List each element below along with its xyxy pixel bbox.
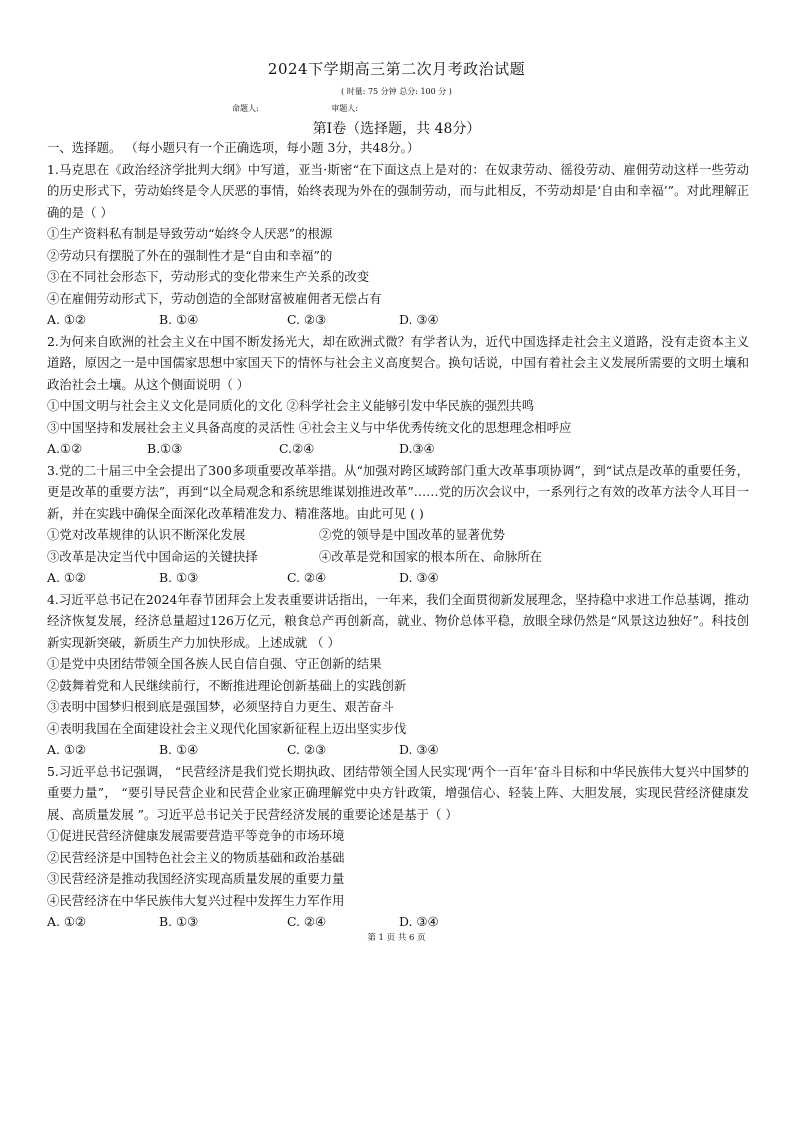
question-5-statement-2: ②民营经济是中国特色社会主义的物质基础和政治基础 [47, 849, 345, 865]
author-label: 命题人: [232, 104, 259, 113]
question-4-statement-2: ②鼓舞着党和人民继续前行，不断推进理论创新基础上的实践创新 [47, 677, 407, 693]
question-3-statements-row-2 [47, 546, 749, 568]
question-1-statement-4: ④在雇佣劳动形式下，劳动创造的全部财富被雇佣者无偿占有 [47, 290, 382, 306]
question-3-statement-2: ②党的领导是中国改革的显著优势 [319, 527, 505, 542]
question-3-statement-4: ④改革是党和国家的根本所在、命脉所在 [319, 548, 543, 564]
question-5-option-d: D. ③④ [399, 914, 439, 929]
question-3-statements-row-1 [47, 524, 749, 546]
question-5-options [47, 911, 749, 933]
question-1-statement-1: ①生产资料私有制是导致劳动“始终令人厌恶”的根源 [47, 226, 333, 241]
question-5-option-b: B. ①③ [159, 914, 199, 929]
question-5-statement-4: ④民营经济在中华民族伟大复兴过程中发挥生力军作用 [47, 892, 345, 908]
question-1-statement-2: ②劳动只有摆脱了外在的强制性才是“自由和幸福”的 [47, 247, 333, 263]
question-4-option-a: A. ①② [47, 742, 87, 757]
question-2-stem: 2.为何来自欧洲的社会主义在中国不断发扬光大，却在欧洲式微？有学者认为，近代中国选择走社会主义道路，没有走资本主义道路，原因之一是中国儒家思想中家国天下的情怀与社会主义高度契合。换句话说，中国有着社会主义发展所需要的文明土壤和政治社会土壤。从这个侧面说明（ ） [47, 333, 749, 392]
question-4-statement-1: ①是党中央团结带领全国各族人民自信自强、守正创新的结果 [47, 656, 382, 671]
question-3-option-c: C. ②④ [287, 570, 327, 585]
question-2-statements-1-2: ①中国文明与社会主义文化是同质化的文化 ②科学社会主义能够引发中华民族的强烈共鸣 [47, 398, 535, 413]
question-1-option-a: A. ①② [47, 312, 87, 327]
question-5-option-a: A. ①② [47, 914, 87, 929]
question-1-options [47, 309, 749, 331]
question-1-statement-3: ③在不同社会形态下，劳动形式的变化带来生产关系的改变 [47, 269, 370, 284]
question-3-option-b: B. ①③ [159, 570, 199, 585]
question-1-stem: 1.马克思在《政治经济学批判大纲》中写道，亚当·斯密“在下面这点上是对的：在奴隶劳动、徭役劳动、雇佣劳动这样一些劳动的历史形式下，劳动始终是令人厌恶的事情，始终表现为外在的强制劳动，而与此相反，不劳动却是‘自由和幸福’”。对此理解正确的是（ ） [47, 161, 749, 220]
question-3-option-a: A. ①② [47, 570, 87, 585]
questions-body [47, 137, 749, 933]
question-2-statements-3-4: ③中国坚持和发展社会主义具备高度的灵活性 ④社会主义与中华优秀传统文化的思想理念相呼应 [47, 419, 572, 435]
question-2-options [47, 438, 749, 460]
question-3-options [47, 567, 749, 589]
question-1-option-d: D. ③④ [399, 312, 439, 327]
question-5-statement-3: ③民营经济是推动我国经济实现高质量发展的重要力量 [47, 871, 345, 886]
question-5-option-c: C. ②④ [287, 914, 327, 929]
question-4-option-c: C. ②③ [287, 742, 327, 757]
question-3-option-d: D. ③④ [399, 570, 439, 585]
question-3-statement-3: ③改革是决定当代中国命运的关键抉择 [47, 548, 258, 564]
question-4-options [47, 739, 749, 761]
question-2-option-a: A.①② [47, 441, 83, 456]
question-2-option-d: D.③④ [399, 441, 435, 456]
question-2-option-b: B.①③ [147, 441, 183, 456]
question-3-stem: 3.党的二十届三中全会提出了300多项重要改革举措。从“加强对跨区域跨部门重大改革事项协调”，到“试点是改革的重要任务，更是改革的重要方法”，再到“以全局观念和系统思维谋划推进改革”……党的历次会议中，一系列行之有效的改革方法令人耳目一新，并在实践中确保全面深化改革精准发力、精准落地。由此可见 ( ) [47, 462, 749, 521]
question-5-stem: 5.习近平总书记强调， “民营经济是我们党长期执政、团结带领全国人民实现‘两个一百年’奋斗目标和中华民族伟大复兴中国梦的重要力量”， “要引导民营企业和民营企业家正确理解党中央方针政策，增强信心、轻装上阵、大胆发展，实现民营经济健康发展、高质量发展 ”。习近平总书记关于民营经济发展的重要论述是基于（ ） [47, 763, 749, 822]
exam-title: 2024下学期高三第二次月考政治试题 [267, 60, 526, 78]
page-footer: 第 1 页 共 6 页 [367, 933, 426, 943]
question-4-option-b: B. ①④ [159, 742, 199, 757]
question-4-statement-4: ④表明我国在全面建设社会主义现代化国家新征程上迈出坚实步伐 [47, 720, 407, 736]
question-1-option-b: B. ①④ [159, 312, 199, 327]
question-1-option-c: C. ②③ [287, 312, 327, 327]
question-2-option-c: C.②④ [279, 441, 315, 456]
exam-meta: ( 时量: 75 分钟 总分: 100 分 ) [341, 87, 452, 96]
question-4-option-d: D. ③④ [399, 742, 439, 757]
question-4-stem: 4.习近平总书记在2024年春节团拜会上发表重要讲话指出，一年来，我们全面贯彻新发展理念，坚持稳中求进工作总基调，推动经济恢复发展，经济总量超过126万亿元，粮食总产再创新高，就业、物价总体平稳，放眼全球仍然是“风景这边独好”。科技创新实现新突破，新质生产力加快形成。上述成就 （ ） [47, 591, 749, 650]
question-3-statement-1: ①党对改革规律的认识不断深化发展 [47, 527, 246, 542]
question-4-statement-3: ③表明中国梦归根到底是强国梦，必须坚持自力更生、艰苦奋斗 [47, 699, 394, 714]
authors-line [232, 103, 428, 114]
section-heading: 第Ⅰ卷（选择题，共 48分） [312, 121, 481, 137]
question-5-statement-1: ①促进民营经济健康发展需要营造平等竞争的市场环境 [47, 828, 345, 843]
reviewer-label: 审题人: [331, 104, 358, 113]
instructions: 一、选择题。 （每小题只有一个正确选项，每小题 3分，共48分。） [47, 140, 420, 155]
